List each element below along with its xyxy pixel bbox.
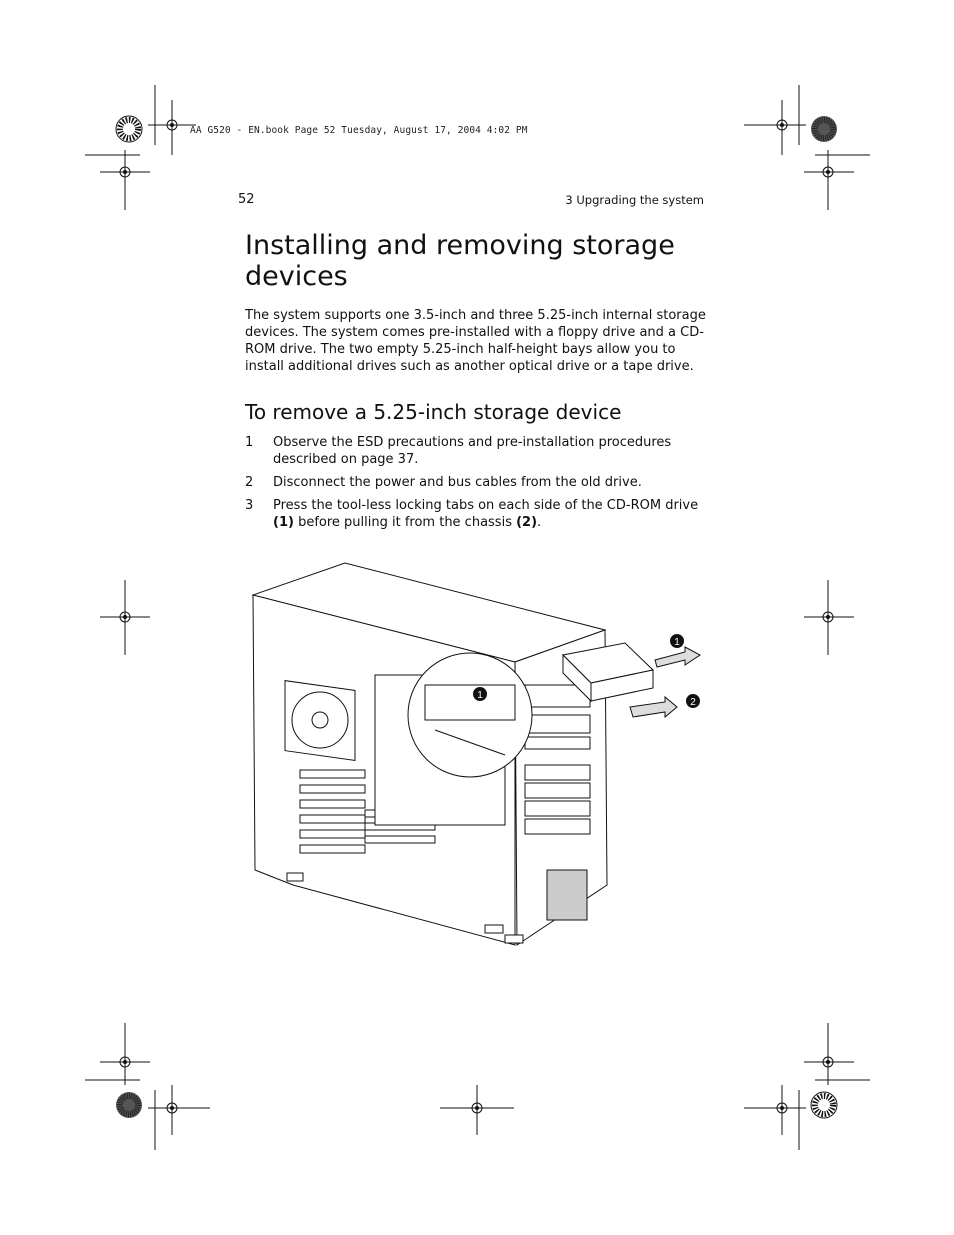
pull-arrow-icon bbox=[630, 697, 677, 717]
procedure-heading: To remove a 5.25-inch storage device bbox=[245, 400, 622, 424]
front-grille bbox=[547, 870, 587, 920]
step-1 bbox=[245, 434, 715, 468]
chassis-illustration bbox=[245, 555, 715, 950]
step-text: Disconnect the power and bus cables from the old drive. bbox=[273, 475, 642, 490]
callout-1 bbox=[670, 634, 684, 648]
page-number: 52 bbox=[238, 192, 255, 207]
bay-3 bbox=[525, 737, 590, 749]
step-2 bbox=[245, 474, 715, 491]
push-arrow-icon bbox=[655, 647, 700, 667]
step-number: 3 bbox=[245, 498, 254, 513]
callout-zoom-1 bbox=[473, 687, 487, 701]
svg-text:1: 1 bbox=[477, 690, 483, 701]
callout-ref-2: (2) bbox=[516, 515, 538, 530]
step-text: Press the tool-less locking tabs on each side of the CD-ROM drive (1) before pulling it from the chassis (2). bbox=[273, 498, 699, 530]
procedure-steps bbox=[245, 434, 715, 537]
bay-2 bbox=[525, 715, 590, 733]
step-number: 2 bbox=[245, 475, 254, 490]
svg-text:1: 1 bbox=[674, 637, 680, 648]
callout-ref-1: (1) bbox=[273, 515, 294, 530]
intro-paragraph: The system supports one 3.5-inch and three 5.25-inch internal storage devices. The system comes pre-installed with a floppy drive and a CD-ROM drive. The two empty 5.25-inch half-height bays allow you to install additional drives such as another optical drive or a tape drive. bbox=[245, 308, 706, 374]
step-text: Observe the ESD precautions and pre-installation procedures described on page 37. bbox=[273, 435, 672, 467]
svg-text:2: 2 bbox=[690, 697, 696, 708]
step-3 bbox=[245, 497, 715, 531]
step-number: 1 bbox=[245, 435, 254, 450]
callout-2 bbox=[686, 694, 700, 708]
page-title: Installing and removing storage devices bbox=[245, 230, 675, 292]
book-slug: AA G520 - EN.book Page 52 Tuesday, August 17, 2004 4:02 PM bbox=[190, 125, 528, 136]
running-header: 3 Upgrading the system bbox=[565, 193, 704, 207]
